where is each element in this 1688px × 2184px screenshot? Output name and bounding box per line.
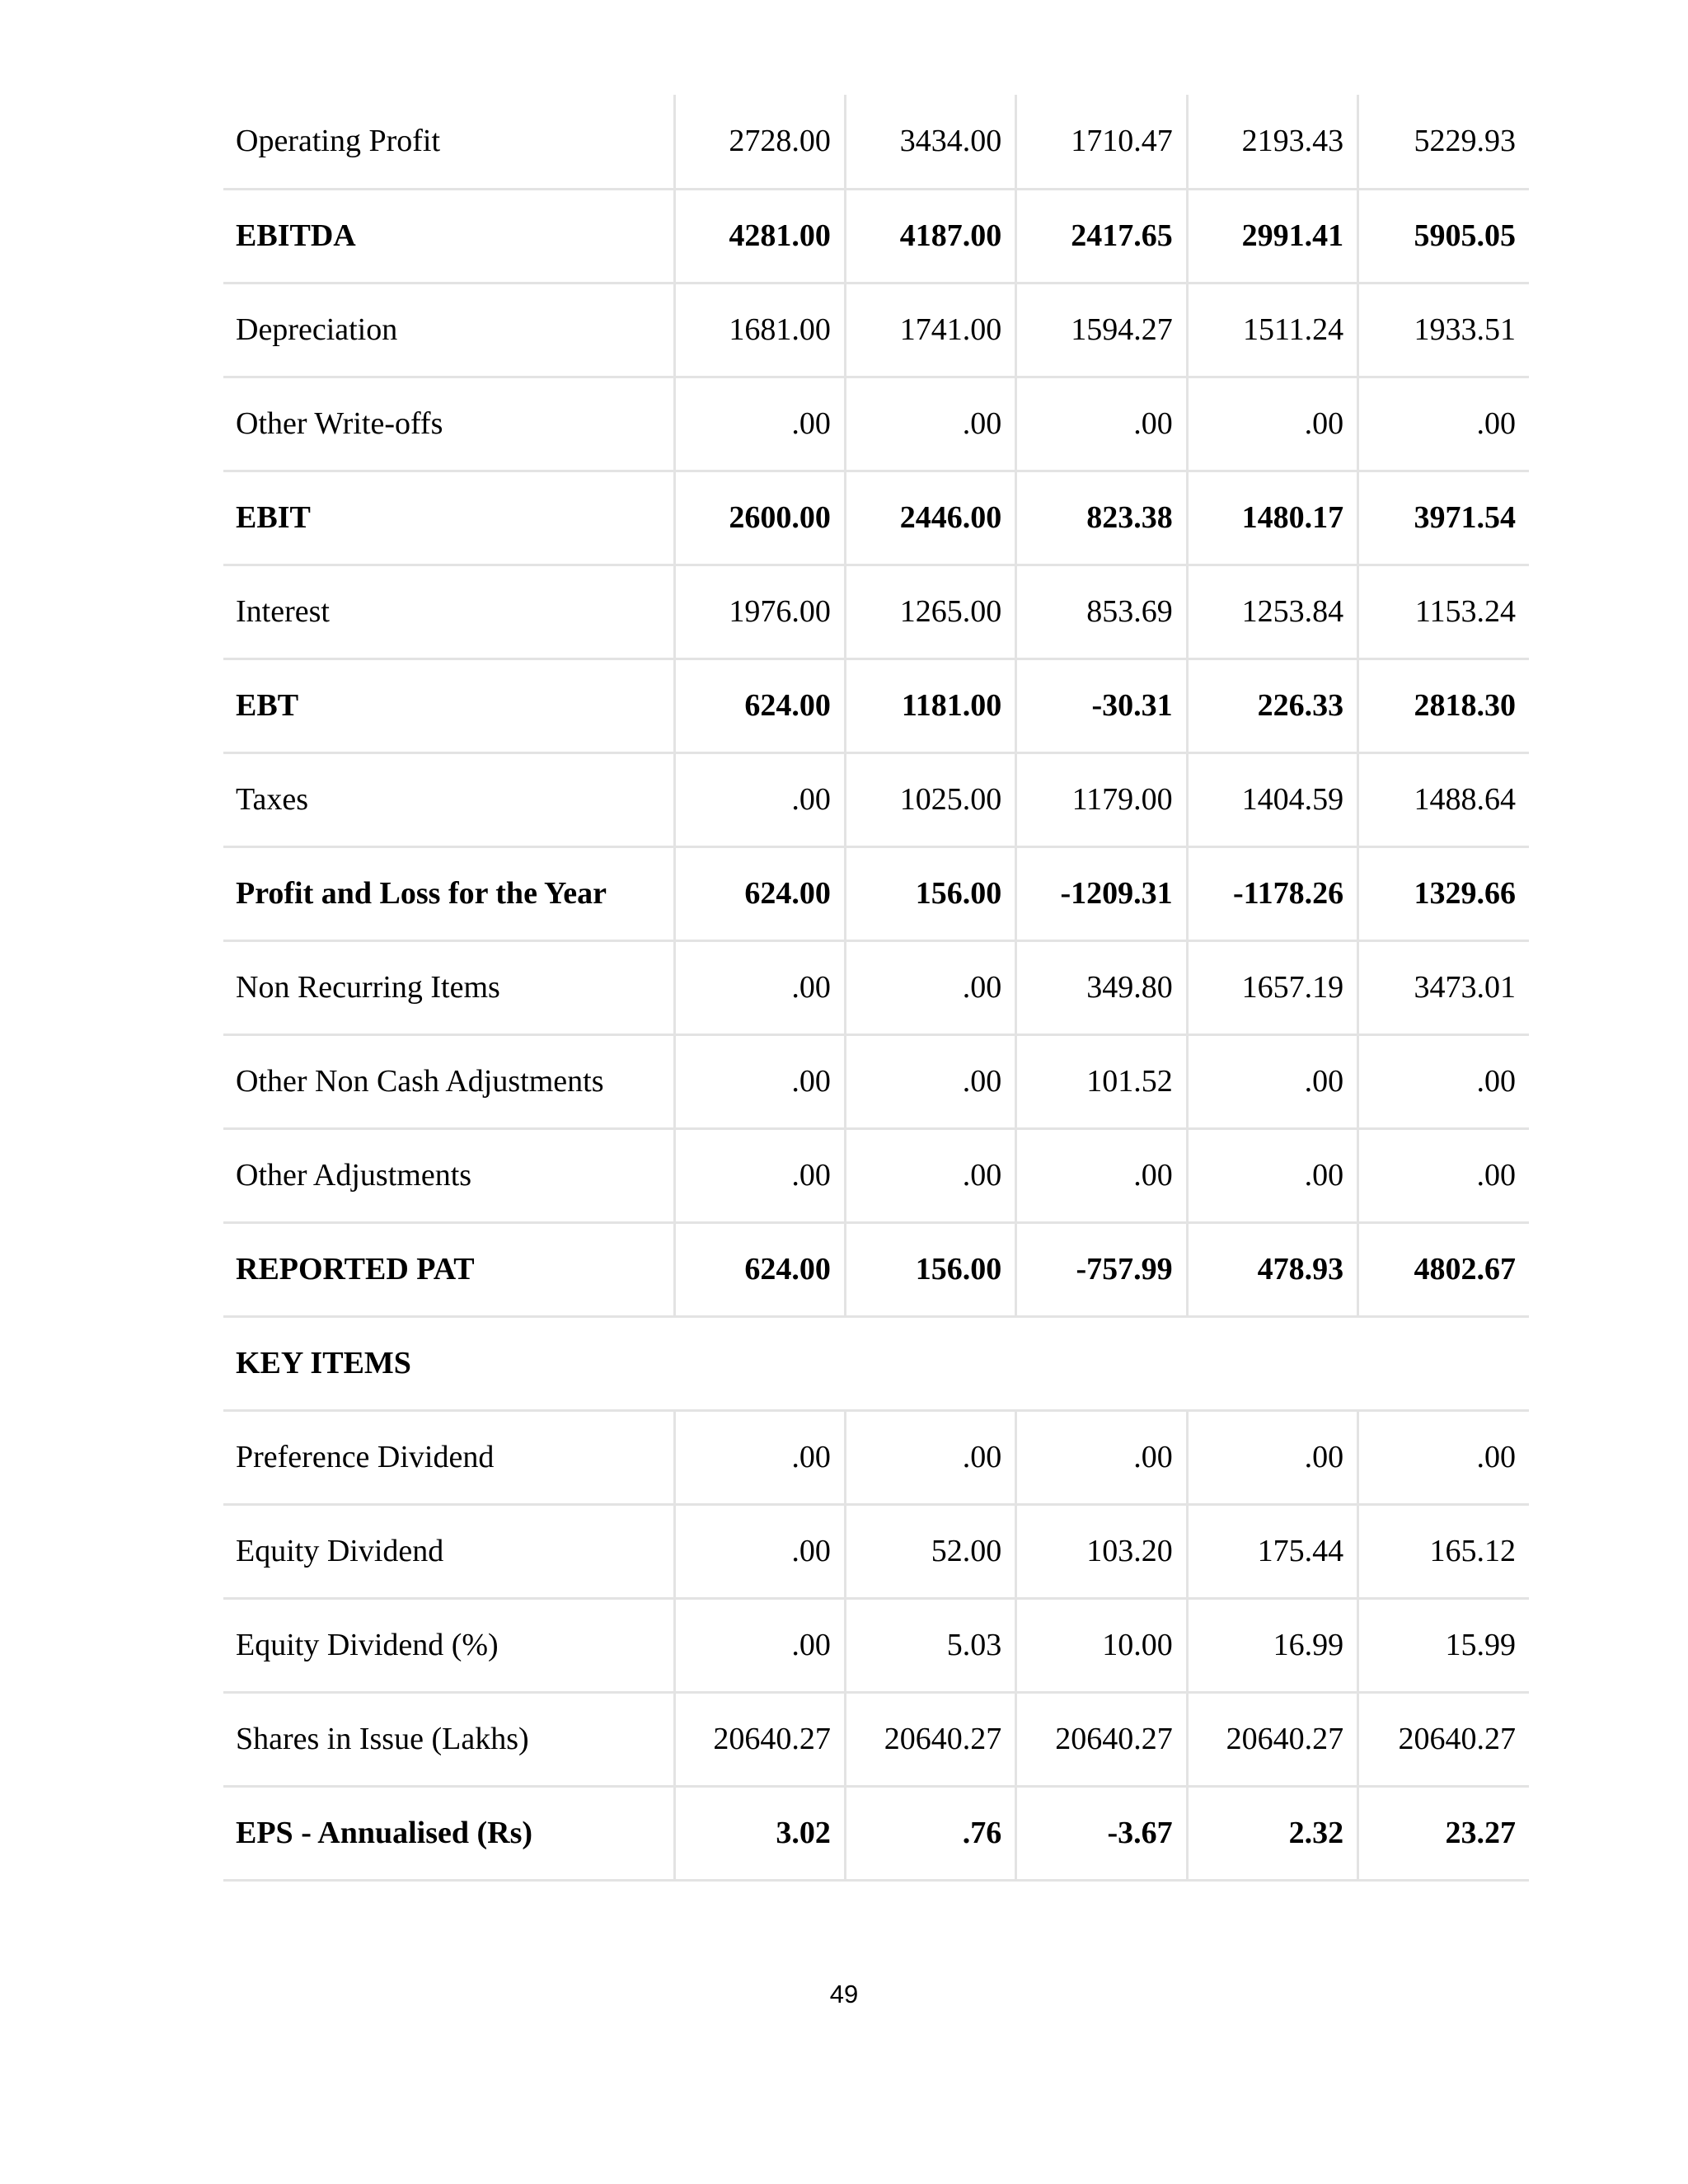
value-cell: 165.12 — [1358, 1504, 1529, 1598]
row-label: EBITDA — [223, 189, 674, 283]
table-row — [223, 846, 1529, 940]
value-cell: 4281.00 — [674, 189, 845, 283]
value-cell: 2193.43 — [1187, 95, 1357, 189]
financial-table — [223, 95, 1529, 1882]
value-cell: .00 — [1016, 1128, 1187, 1222]
value-cell: 1681.00 — [674, 283, 845, 377]
value-cell: 3.02 — [674, 1786, 845, 1880]
value-cell: 1976.00 — [674, 565, 845, 658]
value-cell: .00 — [845, 1128, 1015, 1222]
value-cell: 1741.00 — [845, 283, 1015, 377]
value-cell: 10.00 — [1016, 1598, 1187, 1692]
value-cell: 20640.27 — [674, 1692, 845, 1786]
value-cell: -1178.26 — [1187, 846, 1357, 940]
value-cell: 3971.54 — [1358, 471, 1529, 565]
table-row — [223, 1598, 1529, 1692]
value-cell: 1025.00 — [845, 752, 1015, 846]
value-cell: 226.33 — [1187, 658, 1357, 752]
value-cell: 853.69 — [1016, 565, 1187, 658]
value-cell: 1253.84 — [1187, 565, 1357, 658]
value-cell: 5905.05 — [1358, 189, 1529, 283]
table-row — [223, 471, 1529, 565]
table-row — [223, 377, 1529, 471]
value-cell: .00 — [674, 1034, 845, 1128]
value-cell: 1511.24 — [1187, 283, 1357, 377]
table-row — [223, 940, 1529, 1034]
value-cell: 1488.64 — [1358, 752, 1529, 846]
row-label: Other Non Cash Adjustments — [223, 1034, 674, 1128]
value-cell: .00 — [1187, 1034, 1357, 1128]
value-cell: 4802.67 — [1358, 1222, 1529, 1316]
row-label: Operating Profit — [223, 95, 674, 189]
value-cell: 2991.41 — [1187, 189, 1357, 283]
table-row — [223, 1692, 1529, 1786]
section-header-row — [223, 1316, 1529, 1410]
row-label: EPS - Annualised (Rs) — [223, 1786, 674, 1880]
value-cell: 2818.30 — [1358, 658, 1529, 752]
value-cell: 23.27 — [1358, 1786, 1529, 1880]
value-cell: .00 — [674, 1504, 845, 1598]
value-cell: -30.31 — [1016, 658, 1187, 752]
value-cell: 1153.24 — [1358, 565, 1529, 658]
value-cell: 1933.51 — [1358, 283, 1529, 377]
table-row — [223, 1786, 1529, 1880]
row-label: Depreciation — [223, 283, 674, 377]
value-cell: 1179.00 — [1016, 752, 1187, 846]
value-cell: 5229.93 — [1358, 95, 1529, 189]
section-label: KEY ITEMS — [223, 1316, 674, 1410]
value-cell: .00 — [674, 377, 845, 471]
value-cell: 20640.27 — [1358, 1692, 1529, 1786]
value-cell: 1404.59 — [1187, 752, 1357, 846]
value-cell: .00 — [1358, 1034, 1529, 1128]
value-cell: 103.20 — [1016, 1504, 1187, 1598]
value-cell: 1657.19 — [1187, 940, 1357, 1034]
row-label: Interest — [223, 565, 674, 658]
value-cell: 15.99 — [1358, 1598, 1529, 1692]
table-row — [223, 1034, 1529, 1128]
value-cell: 175.44 — [1187, 1504, 1357, 1598]
value-cell: .00 — [1187, 377, 1357, 471]
value-cell: 3434.00 — [845, 95, 1015, 189]
value-cell: 2446.00 — [845, 471, 1015, 565]
value-cell: 156.00 — [845, 846, 1015, 940]
value-cell: 823.38 — [1016, 471, 1187, 565]
value-cell: 478.93 — [1187, 1222, 1357, 1316]
value-cell: 16.99 — [1187, 1598, 1357, 1692]
value-cell: 5.03 — [845, 1598, 1015, 1692]
row-label: Other Write-offs — [223, 377, 674, 471]
table-row — [223, 95, 1529, 189]
value-cell: 20640.27 — [845, 1692, 1015, 1786]
value-cell: .00 — [674, 1128, 845, 1222]
row-label: Shares in Issue (Lakhs) — [223, 1692, 674, 1786]
value-cell: 2.32 — [1187, 1786, 1357, 1880]
row-label: Preference Dividend — [223, 1410, 674, 1504]
value-cell: 156.00 — [845, 1222, 1015, 1316]
value-cell: 4187.00 — [845, 189, 1015, 283]
value-cell: 2600.00 — [674, 471, 845, 565]
row-label: Equity Dividend — [223, 1504, 674, 1598]
table-row — [223, 752, 1529, 846]
table-row — [223, 1222, 1529, 1316]
row-label: Non Recurring Items — [223, 940, 674, 1034]
value-cell: -1209.31 — [1016, 846, 1187, 940]
value-cell: 624.00 — [674, 1222, 845, 1316]
value-cell: -3.67 — [1016, 1786, 1187, 1880]
value-cell: .00 — [1358, 1128, 1529, 1222]
row-label: Equity Dividend (%) — [223, 1598, 674, 1692]
row-label: EBT — [223, 658, 674, 752]
value-cell: .76 — [845, 1786, 1015, 1880]
value-cell: .00 — [1187, 1410, 1357, 1504]
value-cell: 1265.00 — [845, 565, 1015, 658]
row-label: EBIT — [223, 471, 674, 565]
value-cell: .00 — [674, 1410, 845, 1504]
value-cell: 1329.66 — [1358, 846, 1529, 940]
value-cell: .00 — [674, 940, 845, 1034]
financial-table-body — [223, 95, 1529, 1880]
value-cell: 1181.00 — [845, 658, 1015, 752]
table-row — [223, 1504, 1529, 1598]
row-label: Profit and Loss for the Year — [223, 846, 674, 940]
value-cell: -757.99 — [1016, 1222, 1187, 1316]
table-row — [223, 189, 1529, 283]
table-row — [223, 565, 1529, 658]
value-cell: .00 — [1016, 1410, 1187, 1504]
row-label: Other Adjustments — [223, 1128, 674, 1222]
row-label: Taxes — [223, 752, 674, 846]
value-cell: 2728.00 — [674, 95, 845, 189]
value-cell: 20640.27 — [1187, 1692, 1357, 1786]
table-row — [223, 1410, 1529, 1504]
row-label: REPORTED PAT — [223, 1222, 674, 1316]
section-spacer — [674, 1316, 1529, 1410]
value-cell: .00 — [1358, 1410, 1529, 1504]
table-row — [223, 658, 1529, 752]
value-cell: .00 — [1358, 377, 1529, 471]
value-cell: 624.00 — [674, 658, 845, 752]
table-row — [223, 283, 1529, 377]
value-cell: .00 — [845, 1410, 1015, 1504]
table-row — [223, 1128, 1529, 1222]
value-cell: 624.00 — [674, 846, 845, 940]
value-cell: .00 — [845, 940, 1015, 1034]
value-cell: 1594.27 — [1016, 283, 1187, 377]
value-cell: 1480.17 — [1187, 471, 1357, 565]
value-cell: 3473.01 — [1358, 940, 1529, 1034]
value-cell: .00 — [1016, 377, 1187, 471]
value-cell: .00 — [845, 1034, 1015, 1128]
value-cell: .00 — [845, 377, 1015, 471]
value-cell: .00 — [674, 1598, 845, 1692]
value-cell: 20640.27 — [1016, 1692, 1187, 1786]
value-cell: 349.80 — [1016, 940, 1187, 1034]
value-cell: .00 — [674, 752, 845, 846]
page-number: 49 — [829, 1980, 859, 2008]
value-cell: 1710.47 — [1016, 95, 1187, 189]
value-cell: 2417.65 — [1016, 189, 1187, 283]
value-cell: 101.52 — [1016, 1034, 1187, 1128]
value-cell: .00 — [1187, 1128, 1357, 1222]
value-cell: 52.00 — [845, 1504, 1015, 1598]
